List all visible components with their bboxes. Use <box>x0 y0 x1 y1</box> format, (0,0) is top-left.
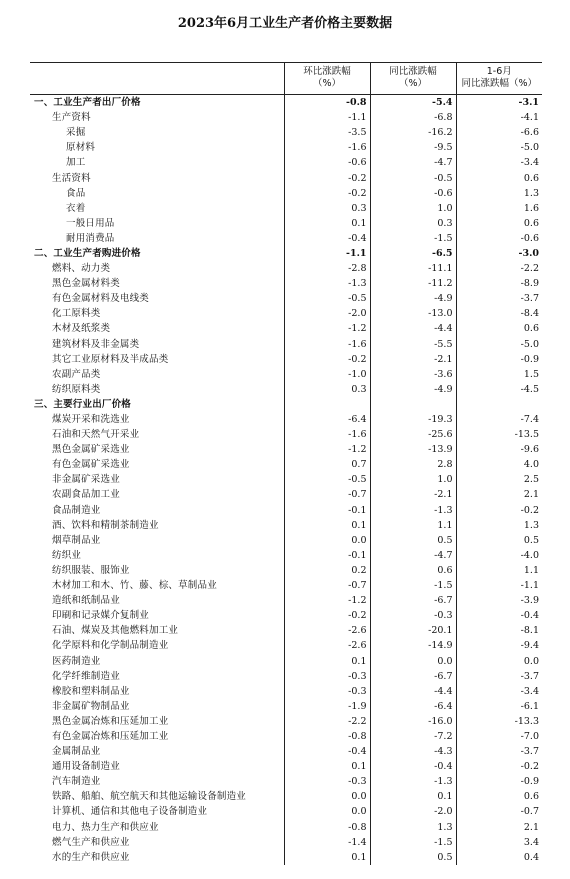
mom-change-cell: -0.2 <box>284 352 370 367</box>
row-label: 燃气生产和供应业 <box>52 836 130 848</box>
ytd-change-cell: 1.3 <box>456 518 542 533</box>
header-ytd-line1: 1-6月 <box>486 66 512 77</box>
ytd-change-cell: 1.3 <box>456 186 542 201</box>
yoy-change-cell: -25.6 <box>370 427 456 442</box>
yoy-change-cell: -3.6 <box>370 367 456 382</box>
mom-change-cell <box>284 397 370 412</box>
row-label: 酒、饮料和精制茶制造业 <box>52 519 159 531</box>
yoy-change-cell: -0.6 <box>370 186 456 201</box>
ytd-change-cell: -1.1 <box>456 578 542 593</box>
row-label: 计算机、通信和其他电子设备制造业 <box>52 806 208 818</box>
row-label: 造纸和纸制品业 <box>52 595 120 607</box>
row-label: 石油、煤炭及其他燃料加工业 <box>52 625 179 637</box>
ytd-change-cell: 2.1 <box>456 820 542 835</box>
table-row <box>30 306 542 321</box>
table-row <box>30 472 542 487</box>
mom-change-cell: -2.0 <box>284 306 370 321</box>
ytd-change-cell: -8.4 <box>456 306 542 321</box>
ytd-change-cell: -9.4 <box>456 638 542 653</box>
yoy-change-cell: -19.3 <box>370 412 456 427</box>
mom-change-cell: -1.1 <box>284 110 370 125</box>
yoy-change-cell: 1.3 <box>370 820 456 835</box>
ytd-change-cell: -3.0 <box>456 246 542 261</box>
row-label: 一、工业生产者出厂价格 <box>34 97 141 109</box>
mom-change-cell: 0.1 <box>284 518 370 533</box>
ytd-change-cell: 0.4 <box>456 850 542 865</box>
header-label-column <box>30 63 284 95</box>
table-row <box>30 669 542 684</box>
row-label: 石油和天然气开采业 <box>52 429 140 441</box>
row-label: 食品 <box>66 187 86 199</box>
yoy-change-cell: -2.0 <box>370 804 456 819</box>
row-label: 有色金属矿采选业 <box>52 459 130 471</box>
mom-change-cell: 0.0 <box>284 789 370 804</box>
row-label: 原材料 <box>66 142 96 154</box>
ytd-change-cell: -4.5 <box>456 382 542 397</box>
header-mom-change <box>284 63 370 95</box>
mom-change-cell: 0.3 <box>284 201 370 216</box>
yoy-change-cell: -11.1 <box>370 261 456 276</box>
ytd-change-cell: 4.0 <box>456 457 542 472</box>
mom-change-cell: 0.1 <box>284 216 370 231</box>
table-row <box>30 231 542 246</box>
yoy-change-cell: -6.7 <box>370 593 456 608</box>
table-row <box>30 367 542 382</box>
table-row <box>30 382 542 397</box>
table-row <box>30 337 542 352</box>
yoy-change-cell: -16.2 <box>370 125 456 140</box>
table-row <box>30 201 542 216</box>
mom-change-cell: -0.4 <box>284 231 370 246</box>
header-mom-line2: （%） <box>312 78 342 89</box>
table-row <box>30 457 542 472</box>
ytd-change-cell: 1.1 <box>456 563 542 578</box>
row-label: 燃料、动力类 <box>52 263 111 275</box>
mom-change-cell: 0.1 <box>284 653 370 668</box>
mom-change-cell: -0.8 <box>284 95 370 111</box>
row-label: 铁路、船舶、航空航天和其他运输设备制造业 <box>52 791 247 803</box>
yoy-change-cell: -2.1 <box>370 487 456 502</box>
table-row <box>30 412 542 427</box>
ytd-change-cell: 1.6 <box>456 201 542 216</box>
table-row <box>30 110 542 125</box>
ytd-change-cell: -6.1 <box>456 699 542 714</box>
yoy-change-cell: -1.5 <box>370 231 456 246</box>
mom-change-cell: 0.0 <box>284 804 370 819</box>
mom-change-cell: -1.1 <box>284 246 370 261</box>
table-row <box>30 563 542 578</box>
yoy-change-cell: 0.0 <box>370 653 456 668</box>
row-label: 纺织原料类 <box>52 383 101 395</box>
ytd-change-cell: -0.6 <box>456 231 542 246</box>
table-row <box>30 774 542 789</box>
table-row <box>30 835 542 850</box>
table-row <box>30 804 542 819</box>
ytd-change-cell: -3.7 <box>456 291 542 306</box>
table-row <box>30 170 542 185</box>
table-row <box>30 623 542 638</box>
mom-change-cell: -1.2 <box>284 593 370 608</box>
yoy-change-cell: 0.5 <box>370 533 456 548</box>
table-row <box>30 140 542 155</box>
mom-change-cell: -1.6 <box>284 140 370 155</box>
mom-change-cell: 0.0 <box>284 533 370 548</box>
row-label: 化学原料和化学制品制造业 <box>52 640 169 652</box>
mom-change-cell: 0.1 <box>284 850 370 865</box>
yoy-change-cell: -6.7 <box>370 669 456 684</box>
row-label: 食品制造业 <box>52 504 101 516</box>
row-label: 化工原料类 <box>52 308 101 320</box>
table-row <box>30 125 542 140</box>
yoy-change-cell: 0.5 <box>370 850 456 865</box>
yoy-change-cell: -4.4 <box>370 684 456 699</box>
yoy-change-cell: -9.5 <box>370 140 456 155</box>
yoy-change-cell: -4.4 <box>370 321 456 336</box>
yoy-change-cell: -4.9 <box>370 382 456 397</box>
ytd-change-cell: -7.0 <box>456 729 542 744</box>
ytd-change-cell: 0.6 <box>456 170 542 185</box>
mom-change-cell: -0.3 <box>284 684 370 699</box>
yoy-change-cell: -5.5 <box>370 337 456 352</box>
yoy-change-cell: -6.5 <box>370 246 456 261</box>
table-row <box>30 291 542 306</box>
ytd-change-cell: -9.6 <box>456 442 542 457</box>
yoy-change-cell: -0.4 <box>370 759 456 774</box>
header-yoy-change <box>370 63 456 95</box>
yoy-change-cell: -4.3 <box>370 744 456 759</box>
row-label: 黑色金属材料类 <box>52 278 120 290</box>
section-row <box>30 95 542 111</box>
row-label: 电力、热力生产和供应业 <box>52 821 159 833</box>
ytd-change-cell: -0.9 <box>456 352 542 367</box>
yoy-change-cell: 0.1 <box>370 789 456 804</box>
yoy-change-cell: -1.3 <box>370 503 456 518</box>
ytd-change-cell: -8.1 <box>456 623 542 638</box>
row-label: 木材加工和木、竹、藤、棕、草制品业 <box>52 580 217 592</box>
ytd-change-cell: -5.0 <box>456 140 542 155</box>
row-label: 橡胶和塑料制品业 <box>52 685 130 697</box>
ytd-change-cell: -3.7 <box>456 744 542 759</box>
yoy-change-cell: -0.5 <box>370 170 456 185</box>
mom-change-cell: -0.4 <box>284 744 370 759</box>
ytd-change-cell: -13.3 <box>456 714 542 729</box>
yoy-change-cell: 0.3 <box>370 216 456 231</box>
mom-change-cell: -2.6 <box>284 638 370 653</box>
table-row <box>30 638 542 653</box>
mom-change-cell: -0.1 <box>284 548 370 563</box>
row-label: 黑色金属矿采选业 <box>52 444 130 456</box>
ytd-change-cell: -3.1 <box>456 95 542 111</box>
yoy-change-cell: -7.2 <box>370 729 456 744</box>
table-row <box>30 593 542 608</box>
yoy-change-cell: -1.5 <box>370 835 456 850</box>
ytd-change-cell: -0.2 <box>456 503 542 518</box>
yoy-change-cell: -16.0 <box>370 714 456 729</box>
mom-change-cell: -2.8 <box>284 261 370 276</box>
mom-change-cell: -0.8 <box>284 729 370 744</box>
mom-change-cell: -6.4 <box>284 412 370 427</box>
table-row <box>30 578 542 593</box>
mom-change-cell: -0.3 <box>284 774 370 789</box>
mom-change-cell: -1.2 <box>284 321 370 336</box>
ytd-change-cell: 2.1 <box>456 487 542 502</box>
mom-change-cell: -1.9 <box>284 699 370 714</box>
mom-change-cell: -0.6 <box>284 155 370 170</box>
table-row <box>30 427 542 442</box>
ytd-change-cell: 1.5 <box>456 367 542 382</box>
row-label: 耐用消费品 <box>66 232 115 244</box>
mom-change-cell: -1.6 <box>284 427 370 442</box>
mom-change-cell: -1.3 <box>284 276 370 291</box>
mom-change-cell: -1.2 <box>284 442 370 457</box>
ytd-change-cell: -3.4 <box>456 684 542 699</box>
row-label: 纺织服装、服饰业 <box>52 564 130 576</box>
row-label: 一般日用品 <box>66 217 115 229</box>
table-row <box>30 850 542 865</box>
yoy-change-cell: 2.8 <box>370 457 456 472</box>
table-row <box>30 261 542 276</box>
table-row <box>30 789 542 804</box>
header-yoy-line2: （%） <box>398 78 428 89</box>
mom-change-cell: -0.2 <box>284 186 370 201</box>
table-row <box>30 533 542 548</box>
table-row <box>30 684 542 699</box>
table-row <box>30 729 542 744</box>
mom-change-cell: -3.5 <box>284 125 370 140</box>
yoy-change-cell: -4.9 <box>370 291 456 306</box>
ytd-change-cell: -4.1 <box>456 110 542 125</box>
header-ytd-change <box>456 63 542 95</box>
table-row <box>30 714 542 729</box>
yoy-change-cell: -14.9 <box>370 638 456 653</box>
yoy-change-cell: -11.2 <box>370 276 456 291</box>
ytd-change-cell: 3.4 <box>456 835 542 850</box>
yoy-change-cell: -6.4 <box>370 699 456 714</box>
mom-change-cell: -0.7 <box>284 487 370 502</box>
table-row <box>30 442 542 457</box>
mom-change-cell: -0.2 <box>284 170 370 185</box>
table-row <box>30 759 542 774</box>
row-label: 汽车制造业 <box>52 776 101 788</box>
row-label: 生产资料 <box>52 112 91 124</box>
row-label: 黑色金属冶炼和压延加工业 <box>52 715 169 727</box>
yoy-change-cell: -1.3 <box>370 774 456 789</box>
ytd-change-cell: -0.9 <box>456 774 542 789</box>
yoy-change-cell: 1.1 <box>370 518 456 533</box>
row-label: 采掘 <box>66 127 86 139</box>
row-label: 衣着 <box>66 202 86 214</box>
ytd-change-cell: -3.9 <box>456 593 542 608</box>
ytd-change-cell: -5.0 <box>456 337 542 352</box>
row-label: 三、主要行业出厂价格 <box>34 398 132 410</box>
ytd-change-cell: 0.5 <box>456 533 542 548</box>
row-label: 纺织业 <box>52 549 82 561</box>
ytd-change-cell: -7.4 <box>456 412 542 427</box>
mom-change-cell: -0.3 <box>284 669 370 684</box>
table-row <box>30 653 542 668</box>
row-label: 生活资料 <box>52 172 91 184</box>
row-label: 非金属矿物制品业 <box>52 700 130 712</box>
mom-change-cell: 0.2 <box>284 563 370 578</box>
row-label: 建筑材料及非金属类 <box>52 338 140 350</box>
table-row <box>30 503 542 518</box>
mom-change-cell: 0.7 <box>284 457 370 472</box>
ytd-change-cell: -2.2 <box>456 261 542 276</box>
yoy-change-cell: -13.9 <box>370 442 456 457</box>
row-label: 化学纤维制造业 <box>52 670 120 682</box>
ytd-change-cell: -8.9 <box>456 276 542 291</box>
mom-change-cell: -0.7 <box>284 578 370 593</box>
yoy-change-cell: -5.4 <box>370 95 456 111</box>
row-label: 木材及纸浆类 <box>52 323 111 335</box>
header-ytd-line2: 同比涨跌幅（%） <box>461 78 538 89</box>
header-yoy-line1: 同比涨跌幅 <box>389 66 437 77</box>
yoy-change-cell: -13.0 <box>370 306 456 321</box>
table-row <box>30 744 542 759</box>
mom-change-cell: -2.6 <box>284 623 370 638</box>
header-mom-line1: 环比涨跌幅 <box>303 66 351 77</box>
yoy-change-cell: -20.1 <box>370 623 456 638</box>
row-label: 农副食品加工业 <box>52 489 120 501</box>
yoy-change-cell: 1.0 <box>370 472 456 487</box>
table-body <box>30 95 542 865</box>
table-row <box>30 487 542 502</box>
ytd-change-cell: -0.2 <box>456 759 542 774</box>
table-row <box>30 548 542 563</box>
row-label: 医药制造业 <box>52 655 101 667</box>
mom-change-cell: -1.4 <box>284 835 370 850</box>
mom-change-cell: -0.5 <box>284 472 370 487</box>
row-label: 二、工业生产者购进价格 <box>34 247 141 259</box>
row-label: 农副产品类 <box>52 368 101 380</box>
ytd-change-cell: 0.6 <box>456 216 542 231</box>
ytd-change-cell: -0.4 <box>456 608 542 623</box>
row-label: 加工 <box>66 157 86 169</box>
yoy-change-cell: -4.7 <box>370 155 456 170</box>
table-row <box>30 518 542 533</box>
mom-change-cell: -0.5 <box>284 291 370 306</box>
ytd-change-cell: -0.7 <box>456 804 542 819</box>
ytd-change-cell: 0.6 <box>456 321 542 336</box>
table-row <box>30 276 542 291</box>
table-row <box>30 699 542 714</box>
row-label: 煤炭开采和洗选业 <box>52 414 130 426</box>
yoy-change-cell <box>370 397 456 412</box>
row-label: 水的生产和供应业 <box>52 851 130 863</box>
ytd-change-cell: -3.4 <box>456 155 542 170</box>
row-label: 通用设备制造业 <box>52 761 120 773</box>
yoy-change-cell: -2.1 <box>370 352 456 367</box>
ytd-change-cell: 0.6 <box>456 789 542 804</box>
ytd-change-cell: -3.7 <box>456 669 542 684</box>
row-label: 印刷和记录媒介复制业 <box>52 610 150 622</box>
ytd-change-cell <box>456 397 542 412</box>
ytd-change-cell: 2.5 <box>456 472 542 487</box>
table-row <box>30 186 542 201</box>
row-label: 有色金属冶炼和压延加工业 <box>52 730 169 742</box>
page-title: 2023年6月工业生产者价格主要数据 <box>177 16 393 31</box>
table-row <box>30 216 542 231</box>
mom-change-cell: -1.0 <box>284 367 370 382</box>
ytd-change-cell: -4.0 <box>456 548 542 563</box>
ytd-change-cell: -13.5 <box>456 427 542 442</box>
section-row <box>30 246 542 261</box>
row-label: 其它工业原材料及半成品类 <box>52 353 169 365</box>
table-header <box>30 63 542 95</box>
yoy-change-cell: -1.5 <box>370 578 456 593</box>
yoy-change-cell: -6.8 <box>370 110 456 125</box>
yoy-change-cell: 1.0 <box>370 201 456 216</box>
mom-change-cell: -0.2 <box>284 608 370 623</box>
table-row <box>30 820 542 835</box>
table-row <box>30 608 542 623</box>
table-row <box>30 155 542 170</box>
yoy-change-cell: 0.6 <box>370 563 456 578</box>
yoy-change-cell: -0.3 <box>370 608 456 623</box>
yoy-change-cell: -4.7 <box>370 548 456 563</box>
table-row <box>30 352 542 367</box>
row-label: 非金属矿采选业 <box>52 474 120 486</box>
mom-change-cell: 0.3 <box>284 382 370 397</box>
row-label: 有色金属材料及电线类 <box>52 293 150 305</box>
section-row <box>30 397 542 412</box>
row-label: 烟草制品业 <box>52 534 101 546</box>
mom-change-cell: 0.1 <box>284 759 370 774</box>
mom-change-cell: -0.8 <box>284 820 370 835</box>
table-row <box>30 321 542 336</box>
mom-change-cell: -1.6 <box>284 337 370 352</box>
price-data-table <box>30 62 542 865</box>
mom-change-cell: -2.2 <box>284 714 370 729</box>
mom-change-cell: -0.1 <box>284 503 370 518</box>
row-label: 金属制品业 <box>52 746 101 758</box>
ytd-change-cell: -6.6 <box>456 125 542 140</box>
ytd-change-cell: 0.0 <box>456 653 542 668</box>
